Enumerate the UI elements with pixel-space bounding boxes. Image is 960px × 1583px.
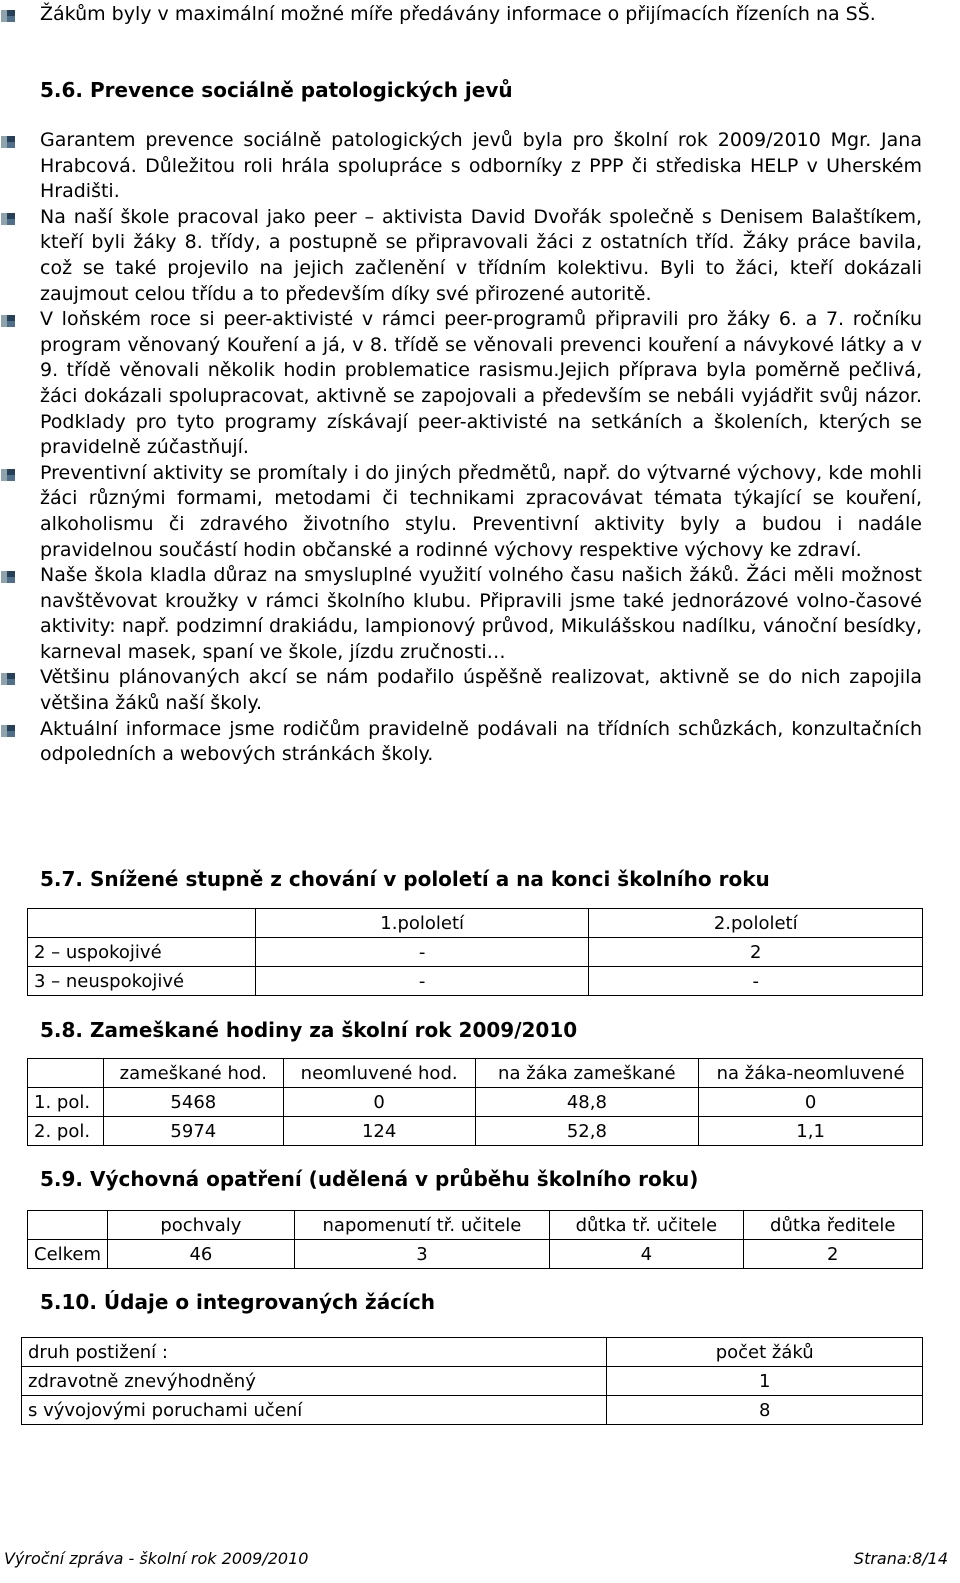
table-cell: napomenutí tř. učitele bbox=[294, 1211, 549, 1240]
table-cell: - bbox=[589, 967, 923, 996]
table-header-row bbox=[28, 1059, 923, 1088]
section-heading-5-8: 5.8. Zameškané hodiny za školní rok 2009/2010 bbox=[40, 1018, 578, 1042]
table-cell: 8 bbox=[607, 1396, 923, 1425]
table-cell: důtka tř. učitele bbox=[550, 1211, 743, 1240]
table-cell: 3 – neuspokojivé bbox=[28, 967, 256, 996]
table-row bbox=[28, 967, 923, 996]
table-cell: neomluvené hod. bbox=[283, 1059, 475, 1088]
table-cell: 4 bbox=[550, 1240, 743, 1269]
table-row bbox=[28, 1088, 923, 1117]
table-cell: 1,1 bbox=[699, 1117, 923, 1146]
section-heading-5-6: 5.6. Prevence sociálně patologických jevů bbox=[40, 78, 513, 102]
bullet-text: V loňském roce si peer-aktivisté v rámci peer-programů připravili pro žáky 6. a 7. ročníku program věnovaný Kouření a já, v 8. třídě se věnovali prevenci kouření a návykové látky a v 9. třídě věnovali několik hodin problematice rasismu.Jejich příprava byla poměrně pečlivá, žáci dokázali spolupracovat, aktivně se zapojovali a především se nebáli vyjádřit svůj názor. Podklady pro tyto programy získávají peer-aktivisté na setkáních a školeních, kterých se pravidelně zúčastňují. bbox=[40, 308, 922, 459]
table-educational-measures bbox=[27, 1210, 923, 1269]
table-integrated-pupils bbox=[21, 1337, 923, 1425]
table-cell: druh postižení : bbox=[22, 1338, 607, 1367]
table-cell: 2.pololetí bbox=[589, 909, 923, 938]
table-cell: 52,8 bbox=[475, 1117, 699, 1146]
table-cell: 2 bbox=[743, 1240, 922, 1269]
table-cell: 2 – uspokojivé bbox=[28, 938, 256, 967]
table-cell: 124 bbox=[283, 1117, 475, 1146]
table-cell: - bbox=[255, 938, 589, 967]
table-cell: zameškané hod. bbox=[103, 1059, 283, 1088]
table-cell: 0 bbox=[699, 1088, 923, 1117]
bullet-item bbox=[0, 461, 960, 563]
bullet-list-intro bbox=[0, 2, 960, 28]
bullet-text: Většinu plánovaných akcí se nám podařilo úspěšně realizovat, aktivně se do nich zapojila většina žáků naší školy. bbox=[40, 666, 922, 715]
bullet-icon bbox=[1, 136, 15, 148]
section-heading-5-10: 5.10. Údaje o integrovaných žácích bbox=[40, 1290, 435, 1314]
table-cell: na žáka-neomluvené bbox=[699, 1059, 923, 1088]
table-cell: 5468 bbox=[103, 1088, 283, 1117]
table-cell: počet žáků bbox=[607, 1338, 923, 1367]
bullet-item bbox=[0, 307, 960, 461]
bullet-icon bbox=[1, 571, 15, 583]
bullet-icon bbox=[1, 673, 15, 685]
table-cell: zdravotně znevýhodněný bbox=[22, 1367, 607, 1396]
footer-page-number: Strana:8/14 bbox=[853, 1549, 948, 1568]
table-cell: 2 bbox=[589, 938, 923, 967]
table-cell: pochvaly bbox=[108, 1211, 295, 1240]
bullet-text: Garantem prevence sociálně patologických jevů byla pro školní rok 2009/2010 Mgr. Jana Hrabcová. Důležitou roli hrála spolupráce s odborníky z PPP či střediska HELP v Uherském Hradišti. bbox=[40, 129, 922, 203]
bullet-item bbox=[0, 665, 960, 716]
table-row bbox=[22, 1396, 923, 1425]
bullet-item bbox=[0, 563, 960, 665]
bullet-item bbox=[0, 205, 960, 307]
table-cell: 0 bbox=[283, 1088, 475, 1117]
table-cell: Celkem bbox=[28, 1240, 108, 1269]
bullet-text: Žákům byly v maximální možné míře předávány informace o přijímacích řízeních na SŠ. bbox=[40, 3, 876, 25]
bullet-text: Naše škola kladla důraz na smysluplné využití volného času našich žáků. Žáci měli možnost navštěvovat kroužky v rámci školního klubu. Připravili jsme také jednorázové volno-časové aktivity: např. podzimní drakiádu, lampionový průvod, Mikulášskou nadílku, vánoční besídky, karneval masek, spaní ve škole, jízdu zručnosti… bbox=[40, 564, 922, 663]
table-header-row bbox=[22, 1338, 923, 1367]
table-row bbox=[28, 1117, 923, 1146]
table-cell: 2. pol. bbox=[28, 1117, 104, 1146]
table-row bbox=[22, 1367, 923, 1396]
table-cell bbox=[28, 1211, 108, 1240]
table-cell: 3 bbox=[294, 1240, 549, 1269]
table-header-row bbox=[28, 909, 923, 938]
bullet-icon bbox=[1, 725, 15, 737]
footer-title: Výroční zpráva - školní rok 2009/2010 bbox=[4, 1549, 309, 1568]
table-cell: - bbox=[255, 967, 589, 996]
table-cell: důtka ředitele bbox=[743, 1211, 922, 1240]
table-row bbox=[28, 1240, 923, 1269]
bullet-list-prevence bbox=[0, 128, 960, 768]
bullet-icon bbox=[1, 213, 15, 225]
table-row bbox=[28, 938, 923, 967]
table-cell: 1.pololetí bbox=[255, 909, 589, 938]
section-heading-5-7: 5.7. Snížené stupně z chování v pololetí a na konci školního roku bbox=[40, 867, 770, 891]
table-behaviour-grades bbox=[27, 908, 923, 996]
bullet-icon bbox=[1, 10, 15, 22]
bullet-icon bbox=[1, 315, 15, 327]
table-header-row bbox=[28, 1211, 923, 1240]
bullet-item bbox=[0, 128, 960, 205]
section-heading-5-9: 5.9. Výchovná opatření (udělená v průběhu školního roku) bbox=[40, 1167, 699, 1191]
table-cell bbox=[28, 909, 256, 938]
table-cell: na žáka zameškané bbox=[475, 1059, 699, 1088]
table-cell: 46 bbox=[108, 1240, 295, 1269]
table-missed-hours bbox=[27, 1058, 923, 1146]
table-cell: 1. pol. bbox=[28, 1088, 104, 1117]
bullet-item bbox=[0, 2, 960, 28]
table-cell: s vývojovými poruchami učení bbox=[22, 1396, 607, 1425]
table-cell: 1 bbox=[607, 1367, 923, 1396]
bullet-icon bbox=[1, 469, 15, 481]
bullet-text: Preventivní aktivity se promítaly i do jiných předmětů, např. do výtvarné výchovy, kde mohli žáci různými formami, metodami či technikami zpracovávat témata týkající se kouření, alkoholismu či zdravého životního stylu. Preventivní aktivity byly a budou i nadále pravidelnou součástí hodin občanské a rodinné výchovy respektive výchovy ke zdraví. bbox=[40, 461, 922, 561]
bullet-text: Na naší škole pracoval jako peer – aktivista David Dvořák společně s Denisem Balaštíkem, kteří byli žáky 8. třídy, a postupně se připravovali žáci z ostatních tříd. Žáky práce bavila, což se také projevilo na jejich začlenění v třídním kolektivu. Byli to žáci, kteří dokázali zaujmout celou třídu a to především díky své přirozené autoritě. bbox=[40, 205, 922, 305]
bullet-text: Aktuální informace jsme rodičům pravidelně podávali na třídních schůzkách, konzultačních odpoledních a webových stránkách školy. bbox=[40, 717, 922, 766]
bullet-item bbox=[0, 717, 960, 768]
table-cell: 48,8 bbox=[475, 1088, 699, 1117]
table-cell: 5974 bbox=[103, 1117, 283, 1146]
table-cell bbox=[28, 1059, 104, 1088]
